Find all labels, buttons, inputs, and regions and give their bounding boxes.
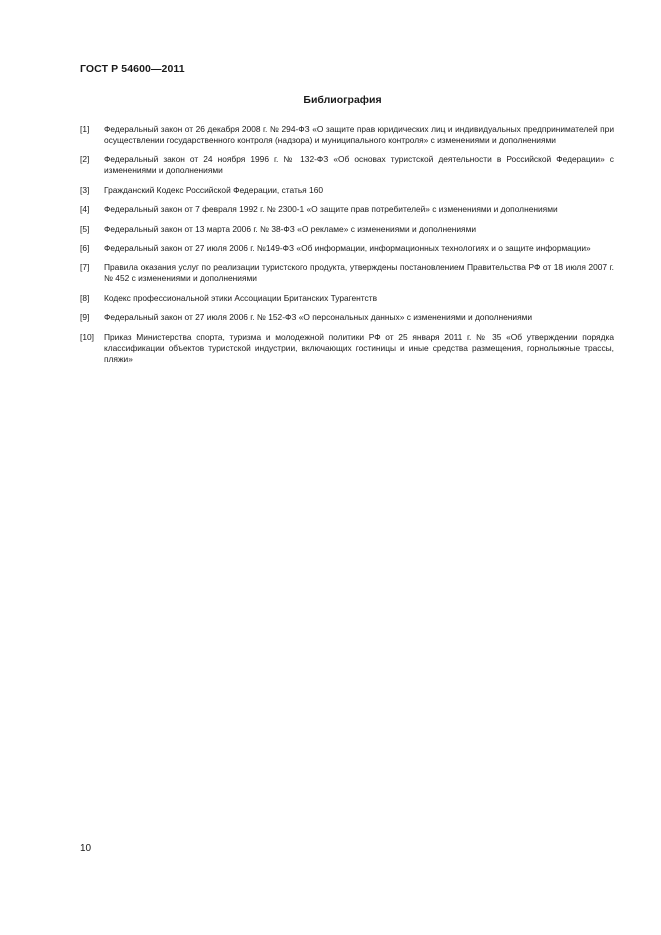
standard-code-header: ГОСТ Р 54600—2011 [80,63,185,75]
entry-number: [6] [80,242,90,253]
bibliography-entry [80,262,614,284]
entry-text: Правила оказания услуг по реализации туристского продукта, утверждены постановлением Правительства РФ от 18 июля 2007 г. № 452 с изменениями и дополнениями [104,262,614,284]
entry-text: Приказ Министерства спорта, туризма и молодежной политики РФ от 25 января 2011 г. № 35 «Об утверждении порядка классификации объектов туристской индустрии, включающих гостиницы и иные средства размещения, горнолыжные трассы, пляжи» [104,331,614,364]
bibliography-title: Библиография [303,94,382,106]
entry-text: Федеральный закон от 27 июля 2006 г. №149-ФЗ «Об информации, информационных технологиях и о защите информации» [104,242,591,253]
entry-number: [5] [80,223,90,234]
entry-number: [8] [80,292,90,303]
entry-number: [10] [80,331,94,342]
bibliography-entry [80,124,614,146]
entry-number: [4] [80,204,90,215]
entry-text: Федеральный закон от 13 марта 2006 г. № 38-ФЗ «О рекламе» с изменениями и дополнениями [104,223,477,234]
bibliography-entry [80,224,614,235]
entry-text: Федеральный закон от 26 декабря 2008 г. № 294-ФЗ «О защите прав юридических лиц и индивидуальных предпринимателей при осуществлении государственного контроля (надзора) и муниципального контроля» с изменениями и дополнениями [104,124,614,145]
bibliography-entry [80,312,614,323]
entry-number: [1] [80,124,90,134]
entry-number: [2] [80,154,90,165]
entry-text: Кодекс профессиональной этики Ассоциации Британских Турагентств [104,292,378,303]
bibliography-entry [80,243,614,254]
entry-number: [7] [80,262,90,273]
entry-text: Федеральный закон от 24 ноября 1996 г. № 132-ФЗ «Об основах туристской деятельности в Российской Федерации» с изменениями и дополнениями [104,154,614,176]
bibliography-entry [80,332,614,365]
bibliography-list [80,124,614,373]
entry-text: Федеральный закон от 7 февраля 1992 г. № 2300-1 «О защите прав потребителей» с изменениями и дополнениями [104,204,558,215]
page-number: 10 [80,843,92,854]
bibliography-entry [80,204,614,215]
entry-number: [3] [80,184,90,195]
entry-text: Гражданский Кодекс Российской Федерации, статья 160 [104,184,324,195]
bibliography-entry [80,185,614,196]
entry-text: Федеральный закон от 27 июля 2006 г. № 152-ФЗ «О персональных данных» с изменениями и дополнениями [104,312,533,323]
bibliography-entry [80,154,614,176]
entry-number: [9] [80,312,90,323]
bibliography-entry [80,293,614,304]
